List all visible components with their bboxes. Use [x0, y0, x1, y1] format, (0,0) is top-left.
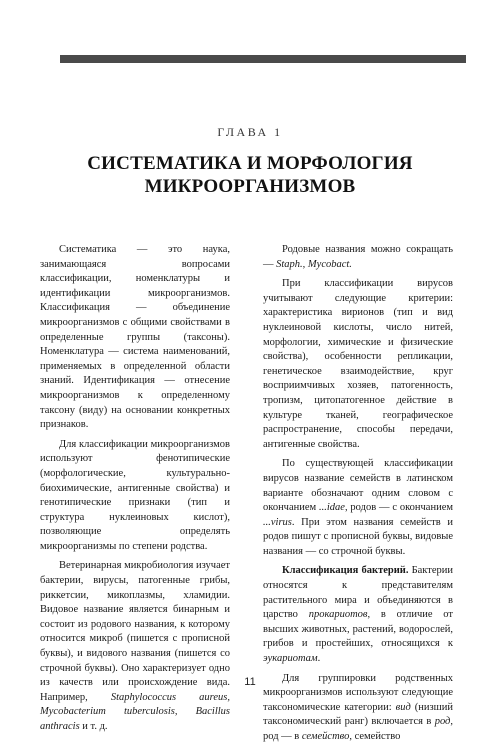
genus-suffix: ...virus	[263, 516, 292, 528]
family-suffix: ...idae	[319, 502, 345, 514]
paragraph-text: , семейство	[349, 731, 401, 742]
header-rule	[60, 55, 466, 63]
paragraph-text: .	[317, 653, 321, 665]
page-number: 11	[244, 676, 256, 688]
term-genus: род	[434, 716, 451, 728]
term-species: вид	[395, 701, 411, 713]
chapter-title	[40, 152, 460, 198]
term-eukaryotes: эукариотам	[263, 653, 318, 665]
paragraph-text: , в отличие от высших животных, растений, водорослей, грибов и простейших, относящихся к	[263, 609, 453, 650]
paragraph-text: Ветеринарная микробиология изучает бактерии, вирусы, патогенные грибы, риккетсии, микоплазмы, хламидии. Видовое название является бинарным и состоит из родового названия, к которому относится микроб (пишется с прописной буквы), и видового названия (пишется со строчной буквы). Оно характеризует одно из качеств или происхождение вида. Например,	[40, 560, 230, 703]
term-family: семейство	[301, 731, 350, 742]
paragraph-text: По существующей классификации вирусов название семейств в латинском варианте обозначают одним словом с окончанием	[263, 458, 453, 514]
chapter-title-line-1: СИСТЕМАТИКА И МОРФОЛОГИЯ	[87, 153, 413, 174]
paragraph-veterinary-microbiology	[40, 559, 230, 734]
paragraph-text: , род — в	[263, 716, 453, 742]
paragraph-virus-criteria: При классификации вирусов учитывают следующие критерии: характеристика вирионов (тип и вид нуклеиновой кислоты, число нитей, морфологии, химические и физические свойства), особенности репликации, генетическое взаимодействие, круг восприимчивых хозяев, патогенность, тропизм, цитопатогенное действие в культуре тканей, географическое распространение, способы передачи, антигенные свойства.	[263, 278, 453, 450]
section-heading-bacteria: Классификация бактерий.	[282, 565, 409, 577]
paragraph-bacteria-classification	[263, 564, 453, 666]
species-examples: Staphylococcus aureus, Mycobacterium tuberculosis, Bacillus anthracis	[40, 691, 230, 732]
left-column	[40, 243, 230, 735]
right-column	[263, 243, 453, 745]
paragraph-text: и т. д.	[79, 721, 108, 732]
abbreviation-examples: Staph., Mycobact.	[276, 258, 352, 270]
paragraph-virus-naming	[263, 457, 453, 559]
paragraph-classification-methods: Для классификации микроорганизмов используют фенотипические (морфологические, культурально-биохимические, антигенные свойства) и генотипические признаки (тип и структура нуклеиновых кислот), позволяющие определять микроорганизмы по степени родства.	[40, 438, 230, 552]
paragraph-text: , родов — с окончанием	[344, 502, 453, 514]
chapter-title-line-2: МИКРООРГАНИЗМОВ	[144, 176, 356, 197]
paragraph-text: (низший таксономический ранг) включается в	[263, 701, 453, 728]
paragraph-text: Родовые названия можно сокращать —	[263, 244, 453, 270]
paragraph-text: Бактерии относятся к представителям растительного мира и объединяются в царство	[263, 565, 453, 621]
paragraph-text: . При этом названия семейств и родов пишут с прописной буквы, видовые названия — со строчной буквы.	[263, 516, 453, 557]
paragraph-text: Для группировки родственных микроорганизмов используют следующие таксономические категории:	[263, 672, 453, 713]
paragraph-systematics: Систематика — это наука, занимающаяся вопросами классификации, номенклатуры и идентификации микроорганизмов. Классификация — объединение микроорганизмов с общими свойствами в определенные группы (таксоны). Номенклатура — система наименований, применяемых в определенной области знаний. Идентификация — отнесение микроорганизмов к определенному таксону (виду) на основании конкретных признаков.	[40, 244, 230, 431]
paragraph-genus-abbreviations	[263, 243, 453, 272]
term-prokaryotes: прокариотов	[308, 609, 368, 621]
chapter-label: ГЛАВА 1	[217, 125, 283, 139]
